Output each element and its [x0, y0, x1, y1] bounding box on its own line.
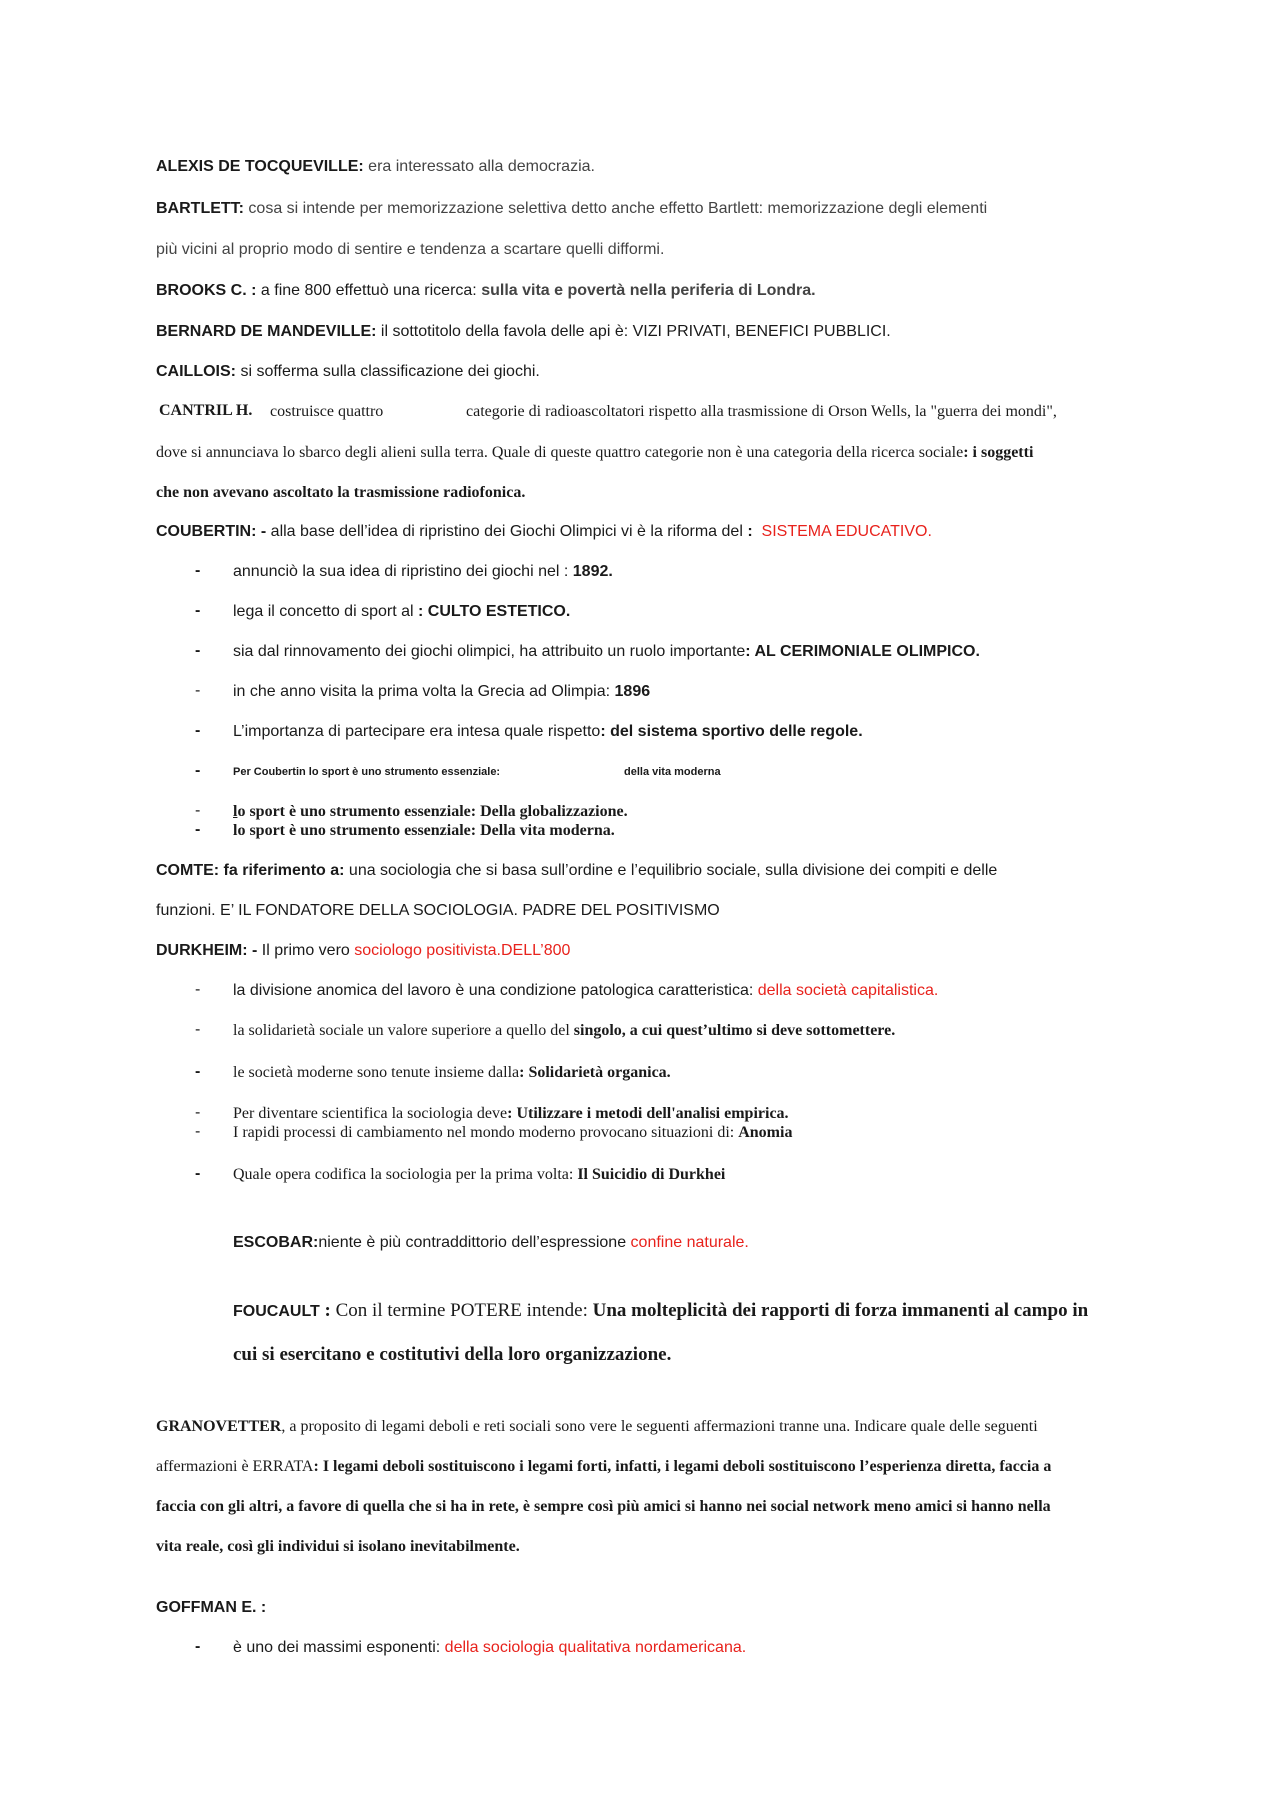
- entry-cantril-line2: [156, 443, 1033, 462]
- list-bullet: -: [195, 762, 201, 779]
- entry-bartlett-line2: più vicini al proprio modo di sentire e tendenza a scartare quelli difformi.: [156, 241, 665, 258]
- item-answer: : Solidarietà organica.: [519, 1064, 671, 1081]
- list-item: lo sport è uno strumento essenziale: Della vita moderna.: [233, 822, 615, 839]
- list-item: [233, 602, 570, 621]
- item-first-letter: l: [233, 803, 238, 820]
- item-answer: : del sistema sportivo delle regole.: [600, 723, 863, 740]
- entry-text: Con il termine POTERE intende:: [335, 1300, 593, 1321]
- entry-answer: : I legami deboli sostituiscono i legami forti, infatti, i legami deboli sostituiscono l’esperienza diretta, faccia a: [313, 1458, 1052, 1475]
- list-bullet: -: [195, 802, 201, 819]
- entry-text: dove si annunciava lo sbarco degli alieni sulla terra. Quale di queste quattro categorie non è una categoria della ricerca sociale: [156, 444, 964, 461]
- entry-name: CANTRIL H.: [159, 402, 253, 419]
- list-bullet: -: [195, 1021, 201, 1038]
- entry-goffman: GOFFMAN E. :: [156, 1599, 267, 1616]
- list-bullet: -: [195, 1165, 201, 1182]
- list-item: [233, 1104, 789, 1123]
- item-text: sia dal rinnovamento dei giochi olimpici, ha attribuito un ruolo importante: [233, 643, 746, 660]
- list-item: [233, 1165, 725, 1184]
- list-item: [233, 642, 980, 661]
- entry-text: Il primo vero: [257, 942, 355, 959]
- entry-text: affermazioni è ERRATA: [156, 1458, 314, 1475]
- entry-text: si sofferma sulla classificazione dei giochi.: [236, 363, 540, 380]
- list-bullet: -: [195, 1063, 201, 1080]
- entry-name: FOUCAULT: [233, 1303, 320, 1320]
- item-text: in che anno visita la prima volta la Grecia ad Olimpia:: [233, 683, 615, 700]
- item-text: Per diventare scientifica la sociologia deve: [233, 1105, 508, 1122]
- entry-name: GRANOVETTER: [156, 1418, 282, 1435]
- item-answer: Anomia: [738, 1124, 793, 1141]
- list-item-small-a: Per Coubertin lo sport è uno strumento essenziale:: [233, 766, 501, 778]
- item-answer: : AL CERIMONIALE OLIMPICO.: [745, 643, 980, 660]
- entry-name: BARTLETT:: [156, 200, 244, 217]
- list-item: [233, 562, 613, 581]
- entry-text: , a proposito di legami deboli e reti sociali sono vere le seguenti affermazioni tranne una. Indicare quale delle seguenti: [281, 1418, 1038, 1435]
- item-text: annunciò la sua idea di ripristino dei giochi nel :: [233, 563, 573, 580]
- entry-name: ALEXIS DE TOCQUEVILLE:: [156, 158, 364, 175]
- entry-dash: -: [247, 942, 258, 959]
- entry-colon: :: [747, 523, 753, 540]
- entry-answer: SISTEMA EDUCATIVO.: [761, 523, 932, 540]
- entry-name: COMTE: fa riferimento a:: [156, 862, 345, 879]
- list-bullet: -: [195, 562, 201, 579]
- item-text: la solidarietà sociale un valore superiore a quello del: [233, 1022, 574, 1039]
- entry-coubertin: [156, 522, 932, 541]
- entry-granovetter: [156, 1417, 1038, 1436]
- entry-text: cosa si intende per memorizzazione selettiva detto anche effetto Bartlett: memorizzazione degli elementi: [243, 200, 988, 217]
- list-item-small-b: della vita moderna: [624, 766, 721, 778]
- entry-text: alla base dell’idea di ripristino dei Giochi Olimpici vi è la riforma del: [266, 523, 748, 540]
- entry-answer: sulla vita e povertà nella periferia di Londra.: [481, 282, 816, 299]
- entry-text: era interessato alla democrazia.: [363, 158, 595, 175]
- list-bullet: -: [195, 821, 201, 838]
- entry-name: DURKHEIM:: [156, 942, 248, 959]
- list-bullet: -: [195, 1123, 201, 1140]
- entry-comte: [156, 861, 997, 880]
- entry-granovetter-line3: faccia con gli altri, a favore di quella che si ha in rete, è sempre così più amici si hanno nei social network meno amici si hanno nella: [156, 1498, 1051, 1515]
- entry-text: una sociologia che si basa sull’ordine e l’equilibrio sociale, sulla divisione dei compiti e delle: [344, 862, 998, 879]
- item-answer: : CULTO ESTETICO.: [418, 603, 571, 620]
- entry-cantril-text-b: categorie di radioascoltatori rispetto alla trasmissione di Orson Wells, la "guerra dei mondi",: [466, 403, 1057, 420]
- list-bullet: -: [195, 1638, 201, 1655]
- entry-granovetter-line4: vita reale, così gli individui si isolano inevitabilmente.: [156, 1538, 520, 1555]
- entry-caillois: [156, 362, 540, 381]
- entry-bartlett: [156, 199, 987, 218]
- list-bullet: -: [195, 981, 201, 998]
- entry-durkheim: [156, 941, 570, 960]
- list-item: [233, 1063, 671, 1082]
- entry-cantril-text-a: costruisce quattro: [270, 403, 384, 420]
- item-answer: 1896: [614, 683, 651, 700]
- item-text: L’importanza di partecipare era intesa quale rispetto: [233, 723, 601, 740]
- entry-foucault-line2: cui si esercitano e costitutivi della loro organizzazione.: [233, 1344, 672, 1365]
- item-text: lega il concetto di sport al: [233, 603, 418, 620]
- entry-name: ESCOBAR:: [233, 1234, 319, 1251]
- entry-answer: : i soggetti: [963, 444, 1034, 461]
- entry-answer: sociologo positivista.DELL’800: [354, 942, 571, 959]
- item-text: la divisione anomica del lavoro è una condizione patologica caratteristica:: [233, 982, 758, 999]
- list-item: [233, 1021, 895, 1040]
- list-item: [233, 1638, 746, 1657]
- entry-name: CAILLOIS:: [156, 363, 236, 380]
- entry-colon: :: [319, 1300, 336, 1321]
- item-text: I rapidi processi di cambiamento nel mondo moderno provocano situazioni di:: [233, 1124, 739, 1141]
- item-text: Quale opera codifica la sociologia per la prima volta:: [233, 1166, 578, 1183]
- list-bullet: -: [195, 642, 201, 659]
- list-item: [233, 1123, 792, 1142]
- entry-escobar: [233, 1233, 749, 1252]
- list-bullet: -: [195, 722, 201, 739]
- list-item: [233, 981, 938, 1000]
- entry-text: a fine 800 effettuò una ricerca:: [256, 282, 482, 299]
- entry-brooks: [156, 281, 816, 300]
- entry-granovetter-line2: [156, 1457, 1051, 1476]
- item-answer: della società capitalistica.: [757, 982, 939, 999]
- item-answer: 1892.: [572, 563, 613, 580]
- entry-text: il sottotitolo della favola delle api è: VIZI PRIVATI, BENEFICI PUBBLICI.: [376, 323, 891, 340]
- entry-comte-line2: funzioni. E’ IL FONDATORE DELLA SOCIOLOGIA. PADRE DEL POSITIVISMO: [156, 902, 720, 919]
- entry-cantril-line3: che non avevano ascoltato la trasmissione radiofonica.: [156, 484, 526, 501]
- item-text: le società moderne sono tenute insieme dalla: [233, 1064, 520, 1081]
- entry-text: niente è più contraddittorio dell’espressione: [318, 1234, 631, 1251]
- entry-name: COUBERTIN: -: [156, 523, 267, 540]
- item-text: o sport è uno strumento essenziale: Della globalizzazione.: [237, 803, 628, 820]
- entry-cantril: [159, 401, 252, 420]
- entry-tocqueville: [156, 157, 595, 176]
- item-answer: Il Suicidio di Durkhei: [577, 1166, 726, 1183]
- list-item: [233, 722, 863, 741]
- list-item: [233, 802, 628, 821]
- entry-foucault: [233, 1300, 1088, 1323]
- list-bullet: -: [195, 682, 201, 699]
- item-text: è uno dei massimi esponenti:: [233, 1639, 445, 1656]
- entry-name: BERNARD DE MANDEVILLE:: [156, 323, 377, 340]
- list-bullet: -: [195, 1104, 201, 1121]
- list-item: [233, 682, 650, 701]
- entry-answer: Una molteplicità dei rapporti di forza immanenti al campo in: [592, 1300, 1089, 1321]
- entry-mandeville: [156, 322, 891, 341]
- list-bullet: -: [195, 602, 201, 619]
- item-answer: della sociologia qualitativa nordamericana.: [444, 1639, 747, 1656]
- entry-name: BROOKS C. :: [156, 282, 257, 299]
- item-answer: : Utilizzare i metodi dell'analisi empirica.: [507, 1105, 789, 1122]
- item-answer: singolo, a cui quest’ultimo si deve sottomettere.: [573, 1022, 896, 1039]
- entry-answer: confine naturale.: [630, 1234, 749, 1251]
